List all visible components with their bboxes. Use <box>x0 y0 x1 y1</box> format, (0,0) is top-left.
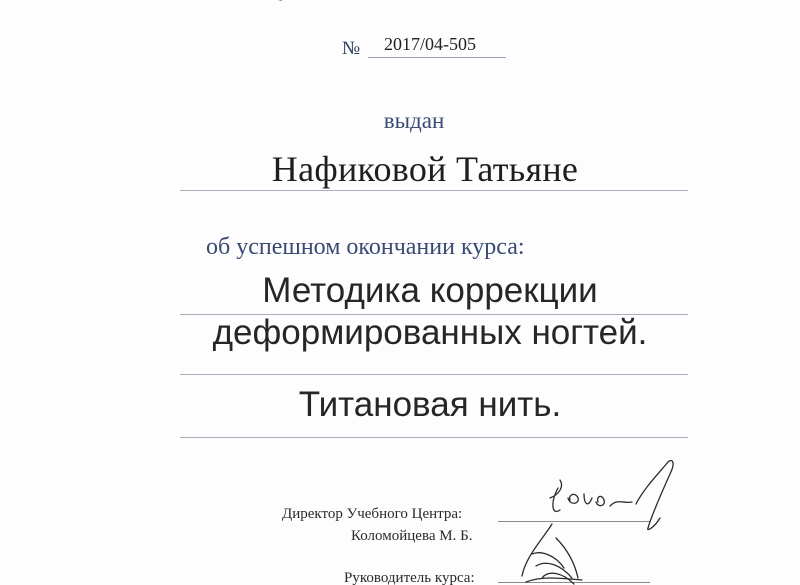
recipient-name: Нафиковой Татьяне <box>271 149 579 189</box>
course-head-signature <box>512 520 592 585</box>
director-title: Директор Учебного Центра: <box>282 506 463 522</box>
course-underline-3 <box>180 437 688 438</box>
top-edge-mark <box>262 0 332 4</box>
director-name: Коломойцева М. Б. <box>351 528 473 544</box>
recipient-underline <box>180 190 688 191</box>
certificate-number: 2017/04-505 <box>384 34 476 54</box>
course-head-title: Руководитель курса: <box>344 570 475 585</box>
number-underline <box>368 57 506 58</box>
completion-label: об успешном окончании курса: <box>206 234 525 260</box>
course-title-line-2: деформированных ногтей. <box>212 313 648 352</box>
issued-label: выдан <box>383 108 445 133</box>
course-underline-2 <box>180 374 688 375</box>
course-title-line-3: Титановая нить. <box>298 385 562 424</box>
number-sign: № <box>342 38 361 59</box>
course-title-line-1: Методика коррекции <box>262 271 598 310</box>
